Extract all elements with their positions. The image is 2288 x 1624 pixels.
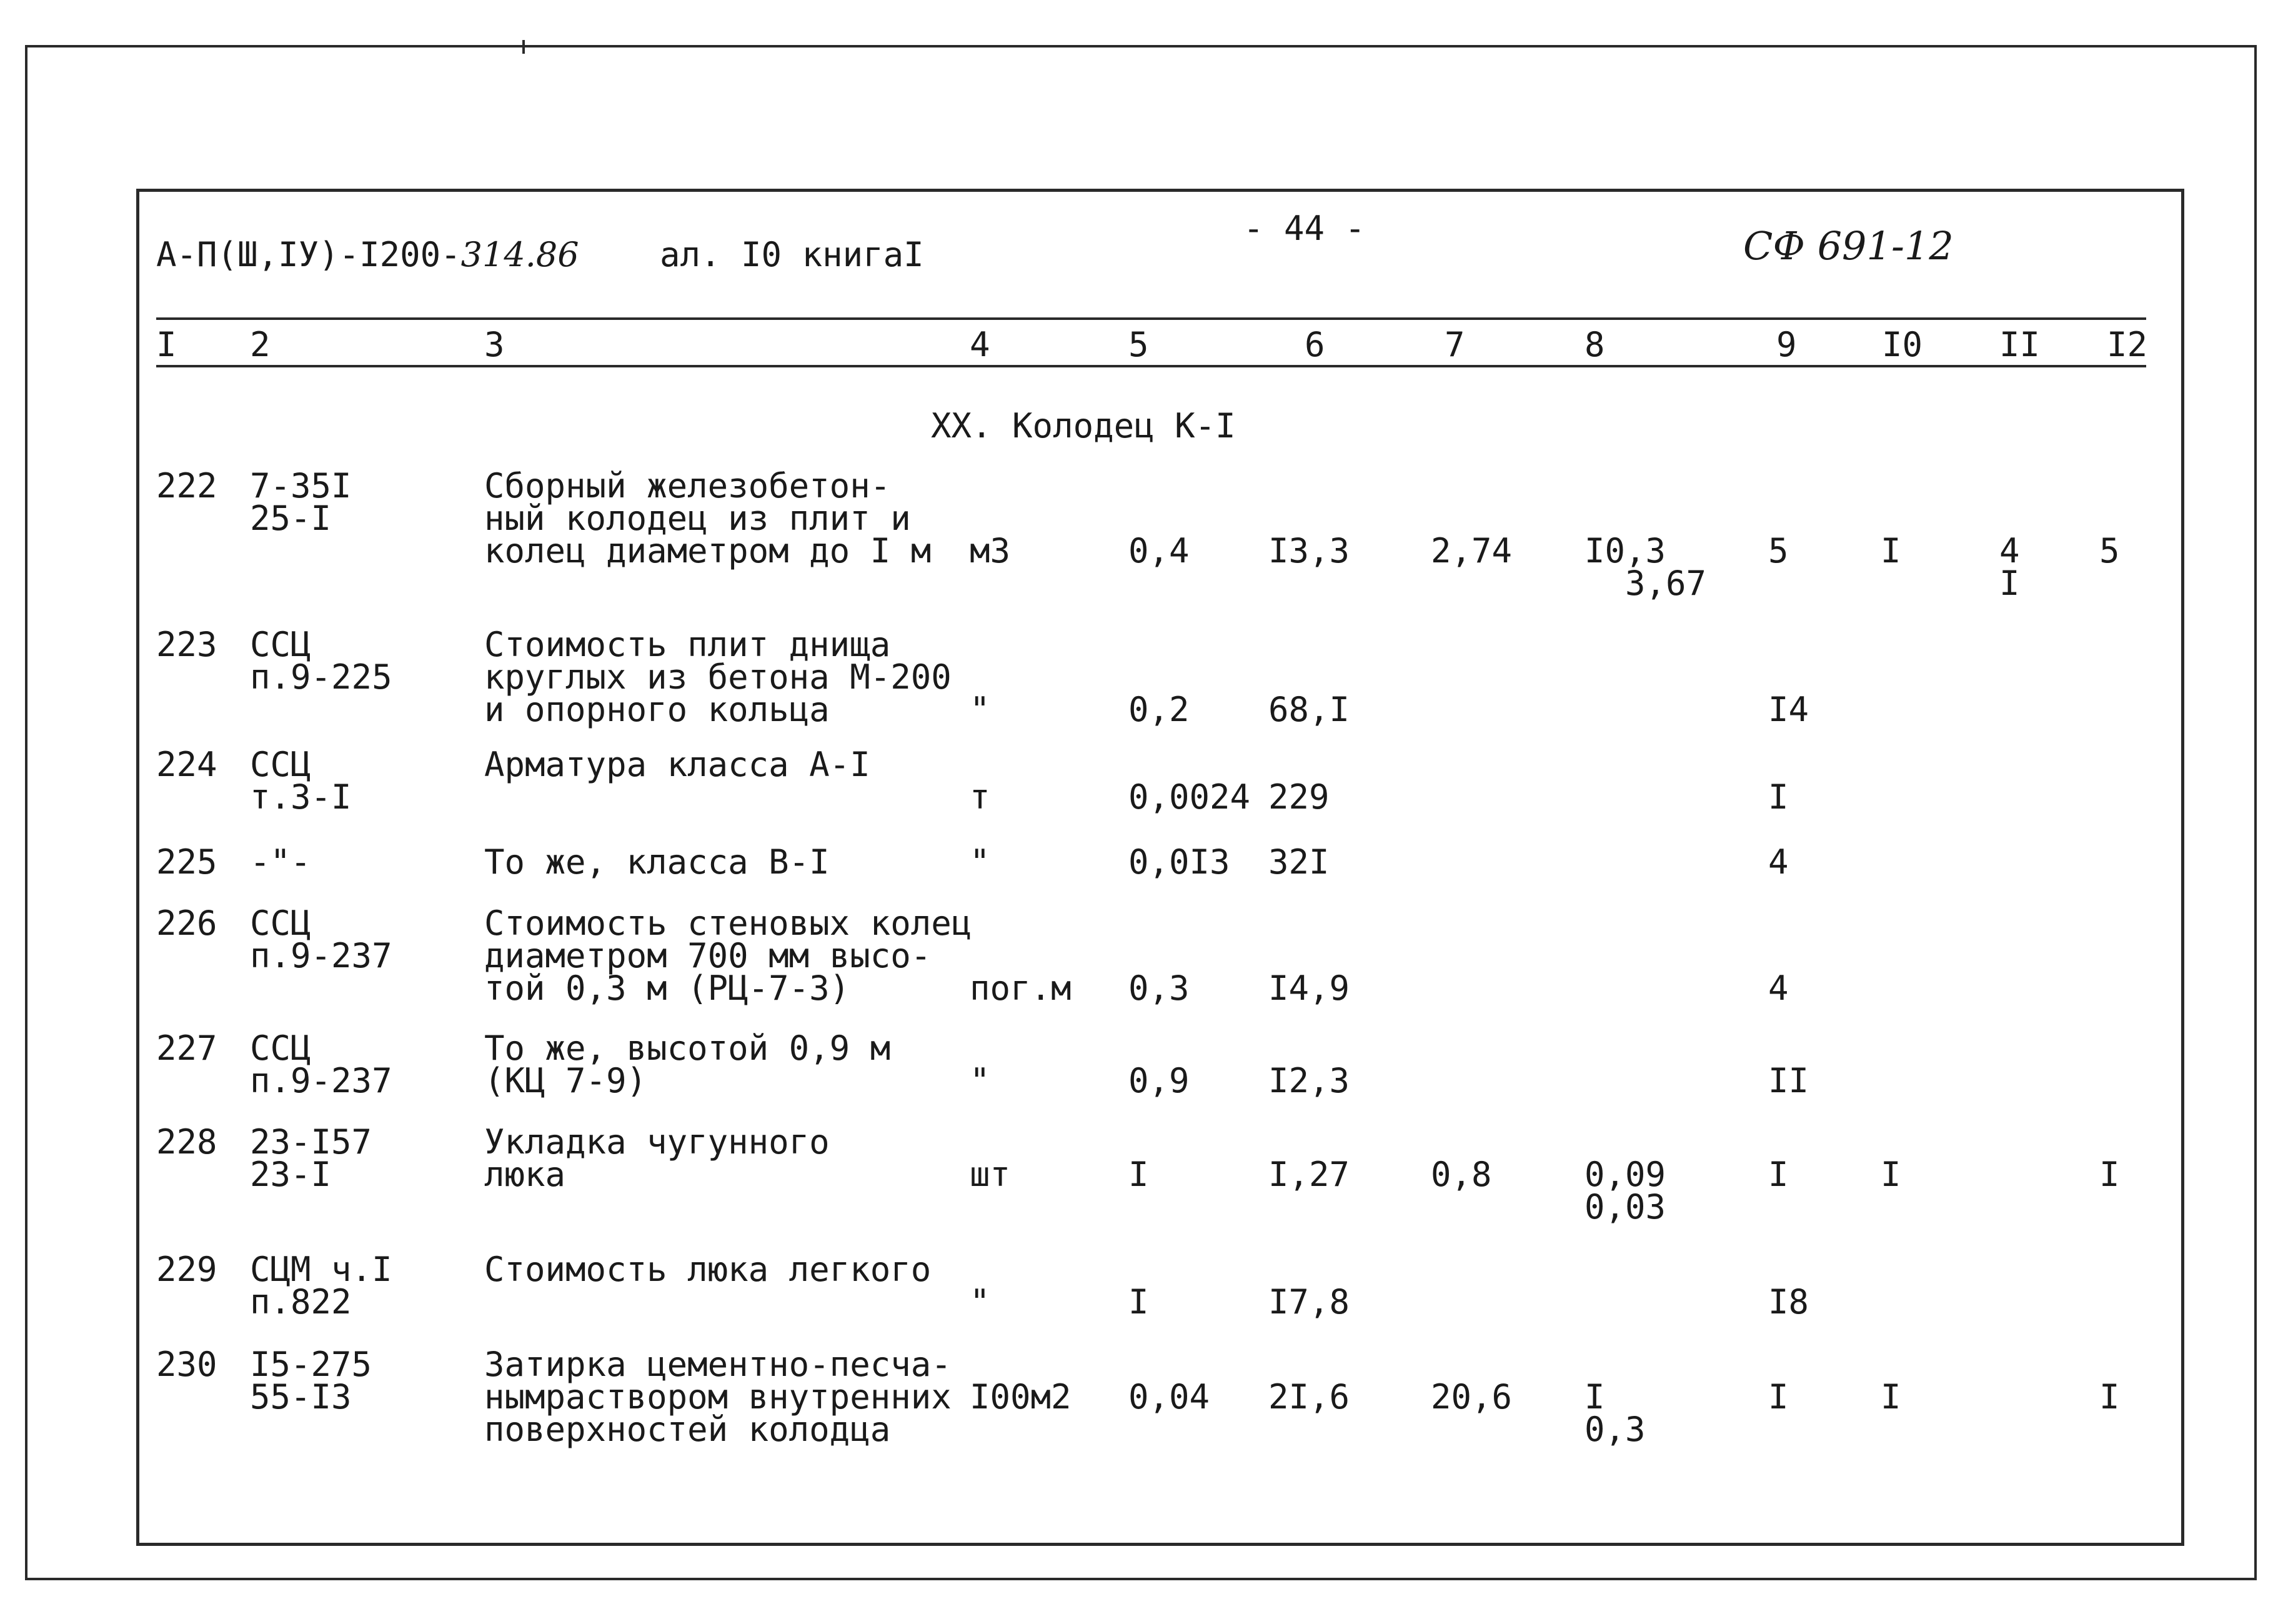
col-9-value: 4 [1768, 842, 1789, 882]
column-number-2: 2 [250, 325, 271, 364]
work-description: Затирка цементно-песча- нымраствором внутренних поверхностей колодца [484, 1345, 952, 1449]
row-number: 223 [156, 625, 217, 664]
unit: " [970, 842, 990, 882]
unit: т [970, 777, 990, 817]
work-description: Арматура класса А-I [484, 745, 870, 784]
col-9-value: II [1768, 1061, 1809, 1100]
col-8-value: I 0,3 [1584, 1377, 1646, 1449]
row-number: 225 [156, 842, 217, 882]
col-9-value: I [1768, 1377, 1789, 1417]
work-description: Стоимость люка легкого [484, 1250, 932, 1289]
quantity: 0,3 [1128, 969, 1190, 1008]
col-10-value: I [1881, 1155, 1901, 1194]
col-7-value: 2,74 [1431, 531, 1513, 570]
unit: " [970, 1282, 990, 1322]
norm-code: 23-I57 23-I [250, 1122, 372, 1194]
col-9-value: 4 [1768, 969, 1789, 1008]
row-number: 226 [156, 904, 217, 943]
col-12-value: I [2099, 1377, 2120, 1417]
binding-tick [522, 40, 525, 54]
header-rule-top [156, 317, 2146, 320]
header-rule-bottom [156, 365, 2146, 367]
col-10-value: I [1881, 1377, 1901, 1417]
row-number: 229 [156, 1250, 217, 1289]
norm-code: ССЦ п.9-237 [250, 1029, 392, 1100]
row-number: 227 [156, 1029, 217, 1068]
unit-cost: 2I,6 [1268, 1377, 1350, 1417]
col-10-value: I [1881, 531, 1901, 570]
work-description: Укладка чугунного люка [484, 1122, 830, 1194]
doc-code: А-П(Ш,IУ)-I200-314.86 [156, 235, 579, 274]
norm-code: ССЦ т.3-I [250, 745, 352, 817]
quantity: 0,4 [1128, 531, 1190, 570]
album-label: ал. I0 книгаI [660, 235, 924, 274]
column-number-7: 7 [1445, 325, 1465, 364]
unit: пог.м [970, 969, 1072, 1008]
work-description: То же, класса В-I [484, 842, 830, 882]
unit-cost: 229 [1268, 777, 1330, 817]
col-7-value: 20,6 [1431, 1377, 1513, 1417]
norm-code: I5-275 55-I3 [250, 1345, 372, 1417]
handwritten-stamp: СФ 691-12 [1743, 223, 1954, 269]
column-number-8: 8 [1584, 325, 1605, 364]
unit: I00м2 [970, 1377, 1072, 1417]
column-number-4: 4 [970, 325, 990, 364]
work-description: Стоимость плит днища круглых из бетона М-200 и опорного кольца [484, 625, 952, 729]
quantity: 0,0I3 [1128, 842, 1230, 882]
norm-code: ССЦ п.9-225 [250, 625, 392, 697]
row-number: 230 [156, 1345, 217, 1384]
col-9-value: I [1768, 1155, 1789, 1194]
col-9-value: 5 [1768, 531, 1789, 570]
quantity: 0,04 [1128, 1377, 1210, 1417]
col-8-value: I0,3 3,67 [1584, 531, 1707, 603]
section-title: ХХ. Колодец К-I [931, 406, 1236, 446]
norm-code: СЦМ ч.I п.822 [250, 1250, 392, 1322]
column-number-10: I0 [1882, 325, 1923, 364]
unit: м3 [970, 531, 1011, 570]
unit: " [970, 1061, 990, 1100]
unit-cost: I7,8 [1268, 1282, 1350, 1322]
row-number: 224 [156, 745, 217, 784]
quantity: I [1128, 1282, 1149, 1322]
unit-cost: I,27 [1268, 1155, 1350, 1194]
col-9-value: I [1768, 777, 1789, 817]
unit-cost: I3,3 [1268, 531, 1350, 570]
column-number-9: 9 [1776, 325, 1797, 364]
row-number: 228 [156, 1122, 217, 1162]
page-number: - 44 - [1243, 209, 1366, 248]
column-number-6: 6 [1305, 325, 1325, 364]
norm-code: -"- [250, 842, 311, 882]
col-9-value: I8 [1768, 1282, 1809, 1322]
quantity: I [1128, 1155, 1149, 1194]
unit-cost: 32I [1268, 842, 1330, 882]
col-12-value: I [2099, 1155, 2120, 1194]
quantity: 0,9 [1128, 1061, 1190, 1100]
unit-cost: I2,3 [1268, 1061, 1350, 1100]
column-number-5: 5 [1128, 325, 1149, 364]
norm-code: 7-35I 25-I [250, 466, 352, 538]
work-description: Сборный железобетон- ный колодец из плит и колец диаметром до I м [484, 466, 932, 570]
column-number-12: I2 [2107, 325, 2148, 364]
norm-code: ССЦ п.9-237 [250, 904, 392, 975]
doc-code-handwritten: 314.86 [460, 235, 579, 274]
column-number-1: I [156, 325, 177, 364]
work-description: Стоимость стеновых колец диаметром 700 мм высо- той 0,3 м (РЦ-7-3) [484, 904, 972, 1008]
col-8-value: 0,09 0,03 [1584, 1155, 1666, 1227]
quantity: 0,2 [1128, 690, 1190, 729]
quantity: 0,0024 [1128, 777, 1251, 817]
unit-cost: I4,9 [1268, 969, 1350, 1008]
work-description: То же, высотой 0,9 м (КЦ 7-9) [484, 1029, 891, 1100]
unit: шт [970, 1155, 1011, 1194]
unit-cost: 68,I [1268, 690, 1350, 729]
col-11-value: 4 I [1999, 531, 2020, 603]
row-number: 222 [156, 466, 217, 506]
column-number-3: 3 [484, 325, 505, 364]
unit: " [970, 690, 990, 729]
col-7-value: 0,8 [1431, 1155, 1492, 1194]
column-number-11: II [1999, 325, 2041, 364]
col-9-value: I4 [1768, 690, 1809, 729]
col-12-value: 5 [2099, 531, 2120, 570]
